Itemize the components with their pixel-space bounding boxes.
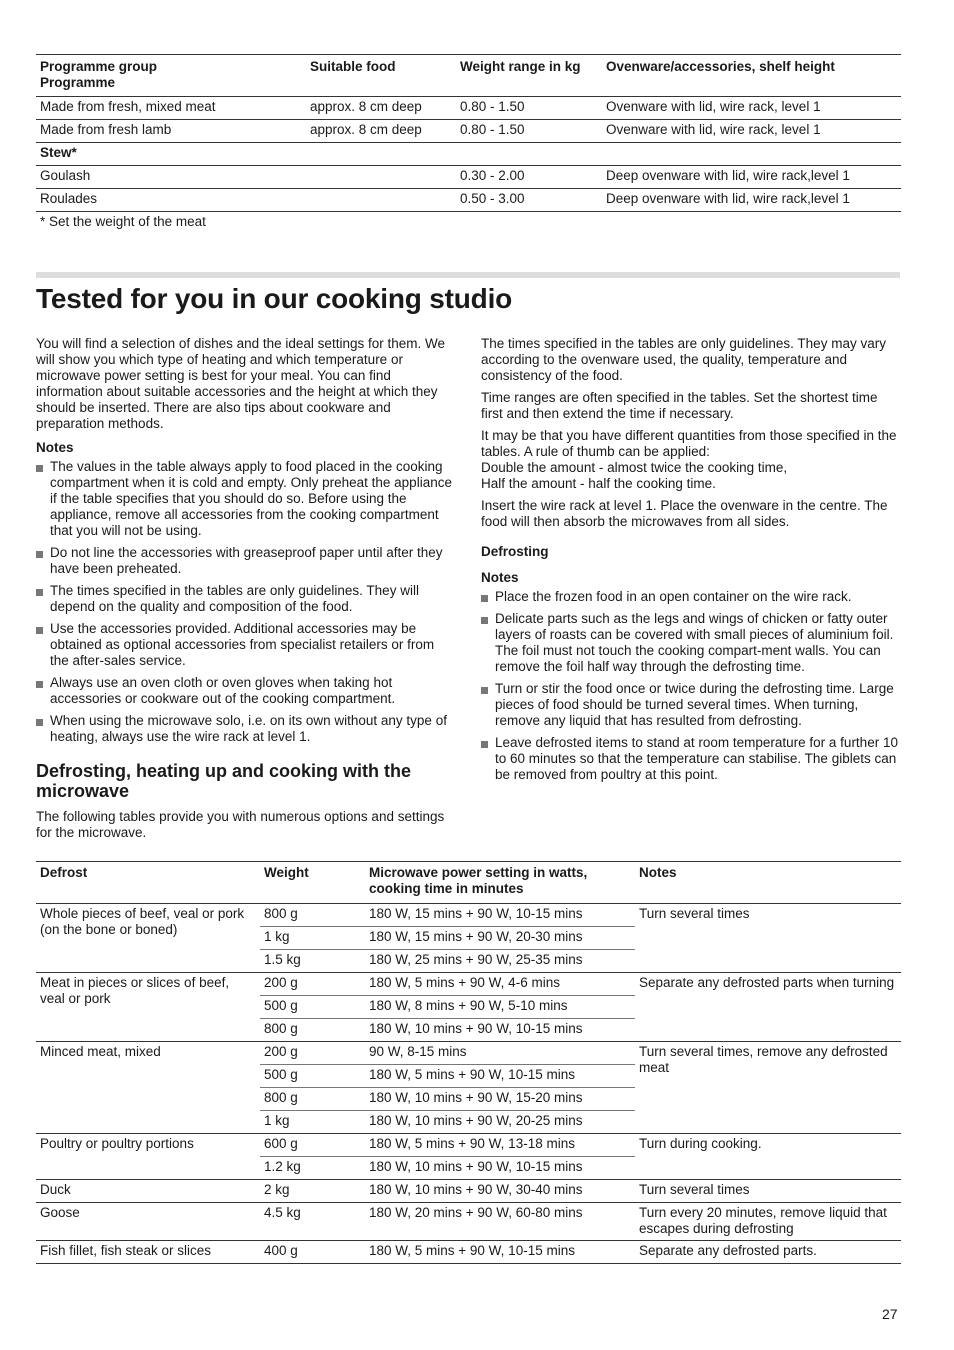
list-item: Place the frozen food in an open container on the wire rack. xyxy=(481,589,901,605)
table-row xyxy=(36,1203,901,1241)
weight-cell: 800 g xyxy=(260,1019,365,1042)
table-row xyxy=(36,1042,901,1065)
section-heading: Defrosting, heating up and cooking with the microwave xyxy=(36,761,411,801)
setting-cell: 180 W, 10 mins + 90 W, 15-20 mins xyxy=(365,1088,635,1111)
table-cell: Ovenware with lid, wire rack, level 1 xyxy=(602,97,901,120)
programme-table-header xyxy=(36,55,901,97)
list-item: Turn or stir the food once or twice during the defrosting time. Large pieces of food should be turned several times. When turning, remove any liquid that has resulted from defrosting. xyxy=(481,681,901,729)
wire-rack-paragraph: Insert the wire rack at level 1. Place the ovenware in the centre. The food will then absorb the microwaves from all sides. xyxy=(481,498,888,529)
table-row xyxy=(36,1180,901,1203)
column-header: Suitable food xyxy=(306,55,456,97)
setting-cell: 90 W, 8-15 mins xyxy=(369,1044,467,1059)
column-header: Weight range in kg xyxy=(456,55,602,97)
table-row xyxy=(36,97,901,120)
programme-footnote: * Set the weight of the meat xyxy=(40,214,206,229)
setting-cell: 180 W, 5 mins + 90 W, 4-6 mins xyxy=(369,975,560,990)
table-cell: Goulash xyxy=(36,166,306,189)
list-item: Delicate parts such as the legs and wings of chicken or fatty outer layers of roasts can be covered with small pieces of aluminium foil. The foil must not touch the cooking compart-ment walls. You can remove the foil half way through the defrosting time. xyxy=(481,611,901,675)
weight-cell: 2 kg xyxy=(260,1180,365,1203)
weight-cell: 1.5 kg xyxy=(260,950,365,973)
table-row xyxy=(36,1241,901,1264)
table-row xyxy=(36,1134,901,1157)
setting-cell: 180 W, 25 mins + 90 W, 25-35 mins xyxy=(365,950,635,973)
weight-cell: 800 g xyxy=(264,906,298,921)
food-cell: Poultry or poultry portions xyxy=(36,1134,260,1180)
quantities-line: It may be that you have different quantities from those specified in the tables. A rule of thumb can be applied: xyxy=(481,428,897,459)
list-item: Always use an oven cloth or oven gloves when taking hot accessories or cookware out of the cooking compartment. xyxy=(36,675,456,707)
defrost-table-header xyxy=(36,862,901,904)
defrosting-notes-heading: Notes xyxy=(481,570,519,585)
notes-cell: Turn several times xyxy=(635,1180,901,1203)
weight-cell: 1.2 kg xyxy=(260,1157,365,1180)
list-item: The times specified in the tables are only guidelines. They will depend on the quality and composition of the food. xyxy=(36,583,456,615)
table-cell xyxy=(306,189,456,212)
table-cell xyxy=(306,166,456,189)
table-cell: 0.80 - 1.50 xyxy=(456,120,602,143)
notes-list xyxy=(36,459,456,745)
table-row xyxy=(36,120,901,143)
weight-cell: 600 g xyxy=(264,1136,298,1151)
notes-cell: Turn every 20 minutes, remove liquid that escapes during defrosting xyxy=(635,1203,901,1241)
quantities-paragraph xyxy=(481,428,901,492)
notes-cell: Turn during cooking. xyxy=(635,1134,901,1180)
table-row xyxy=(36,904,901,927)
setting-cell: 180 W, 10 mins + 90 W, 10-15 mins xyxy=(365,1157,635,1180)
table-cell: approx. 8 cm deep xyxy=(306,97,456,120)
table-row xyxy=(36,189,901,212)
food-cell: Whole pieces of beef, veal or pork (on the bone or boned) xyxy=(36,904,260,973)
defrosting-heading: Defrosting xyxy=(481,544,549,559)
food-cell: Meat in pieces or slices of beef, veal or pork xyxy=(36,973,260,1042)
weight-cell: 1 kg xyxy=(260,927,365,950)
intro-paragraph: You will find a selection of dishes and the ideal settings for them. We will show you which type of heating and which temperature or microwave power setting is best for your meal. You can find information about suitable accessories and the height at which they should be inserted. There are also tips about cookware and preparation methods. xyxy=(36,336,445,431)
quantities-line: Half the amount - half the cooking time. xyxy=(481,476,716,491)
column-header: Weight xyxy=(260,862,365,904)
table-cell: Deep ovenware with lid, wire rack,level 1 xyxy=(602,189,901,212)
defrosting-notes-list xyxy=(481,589,901,783)
table-cell: Ovenware with lid, wire rack, level 1 xyxy=(602,120,901,143)
setting-cell: 180 W, 15 mins + 90 W, 10-15 mins xyxy=(369,906,583,921)
header-row xyxy=(36,55,901,97)
table-cell: Made from fresh, mixed meat xyxy=(36,97,306,120)
setting-cell: 180 W, 10 mins + 90 W, 10-15 mins xyxy=(365,1019,635,1042)
table-row xyxy=(36,973,901,996)
notes-heading: Notes xyxy=(36,440,74,455)
table-cell: 0.80 - 1.50 xyxy=(456,97,602,120)
notes-cell: Separate any defrosted parts when turning xyxy=(635,973,901,1042)
defrost-table-body xyxy=(36,904,901,1264)
setting-cell: 180 W, 5 mins + 90 W, 10-15 mins xyxy=(365,1241,635,1264)
right-column xyxy=(481,336,901,789)
section-intro: The following tables provide you with numerous options and settings for the microwave. xyxy=(36,809,445,840)
food-cell: Minced meat, mixed xyxy=(36,1042,260,1134)
column-header: Notes xyxy=(635,862,901,904)
list-item: Do not line the accessories with greaseproof paper until after they have been preheated. xyxy=(36,545,456,577)
weight-cell: 800 g xyxy=(260,1088,365,1111)
setting-cell: 180 W, 10 mins + 90 W, 30-40 mins xyxy=(365,1180,635,1203)
programme-table-body xyxy=(36,97,901,212)
table-cell: 0.30 - 2.00 xyxy=(456,166,602,189)
column-header: Ovenware/accessories, shelf height xyxy=(602,55,901,97)
time-ranges-paragraph: Time ranges are often specified in the tables. Set the shortest time first and then extend the time if necessary. xyxy=(481,390,878,421)
setting-cell: 180 W, 15 mins + 90 W, 20-30 mins xyxy=(365,927,635,950)
page-number: 27 xyxy=(882,1306,898,1322)
table-cell: Roulades xyxy=(36,189,306,212)
notes-cell: Turn several times xyxy=(635,904,901,973)
weight-cell: 200 g xyxy=(264,975,298,990)
quantities-line: Double the amount - almost twice the cooking time, xyxy=(481,460,788,475)
group-row xyxy=(36,143,901,166)
list-item: When using the microwave solo, i.e. on its own without any type of heating, always use the wire rack at level 1. xyxy=(36,713,456,745)
setting-cell: 180 W, 5 mins + 90 W, 10-15 mins xyxy=(365,1065,635,1088)
list-item: Use the accessories provided. Additional accessories may be obtained as optional accessories from specialist retailers or from the after-sales service. xyxy=(36,621,456,669)
column-header: Programme group Programme xyxy=(36,55,306,97)
weight-cell: 4.5 kg xyxy=(260,1203,365,1241)
setting-cell: 180 W, 10 mins + 90 W, 20-25 mins xyxy=(365,1111,635,1134)
column-header: Microwave power setting in watts, cooking time in minutes xyxy=(365,862,635,904)
page-title: Tested for you in our cooking studio xyxy=(36,283,513,314)
food-cell: Goose xyxy=(36,1203,260,1241)
group-label: Stew* xyxy=(36,143,901,166)
table-cell: 0.50 - 3.00 xyxy=(456,189,602,212)
table-row xyxy=(36,166,901,189)
weight-cell: 200 g xyxy=(264,1044,298,1059)
left-column xyxy=(36,336,456,847)
setting-cell: 180 W, 5 mins + 90 W, 13-18 mins xyxy=(369,1136,575,1151)
notes-cell: Turn several times, remove any defrosted meat xyxy=(635,1042,901,1134)
header-row xyxy=(36,862,901,904)
weight-cell: 400 g xyxy=(260,1241,365,1264)
table-cell: Deep ovenware with lid, wire rack,level 1 xyxy=(602,166,901,189)
notes-cell: Separate any defrosted parts. xyxy=(635,1241,901,1264)
weight-cell: 1 kg xyxy=(260,1111,365,1134)
column-header: Defrost xyxy=(36,862,260,904)
weight-cell: 500 g xyxy=(260,1065,365,1088)
list-item: The values in the table always apply to food placed in the cooking compartment when it is cold and empty. Only preheat the appliance if the table specifies that you should do so. Before using the appliance, remove all accessories from the cooking compartment that you will not be using. xyxy=(36,459,456,539)
food-cell: Duck xyxy=(36,1180,260,1203)
section-rule xyxy=(36,272,900,278)
weight-cell: 500 g xyxy=(260,996,365,1019)
programme-table xyxy=(36,54,901,212)
table-cell: approx. 8 cm deep xyxy=(306,120,456,143)
defrost-table xyxy=(36,861,901,1264)
food-cell: Fish fillet, fish steak or slices xyxy=(36,1241,260,1264)
list-item: Leave defrosted items to stand at room temperature for a further 10 to 60 minutes so that the temperature can stabilise. The giblets can be removed from poultry at this point. xyxy=(481,735,901,783)
setting-cell: 180 W, 20 mins + 90 W, 60-80 mins xyxy=(365,1203,635,1241)
setting-cell: 180 W, 8 mins + 90 W, 5-10 mins xyxy=(365,996,635,1019)
table-cell: Made from fresh lamb xyxy=(36,120,306,143)
guidelines-paragraph: The times specified in the tables are only guidelines. They may vary according to the ovenware used, the quality, temperature and consistency of the food. xyxy=(481,336,886,383)
